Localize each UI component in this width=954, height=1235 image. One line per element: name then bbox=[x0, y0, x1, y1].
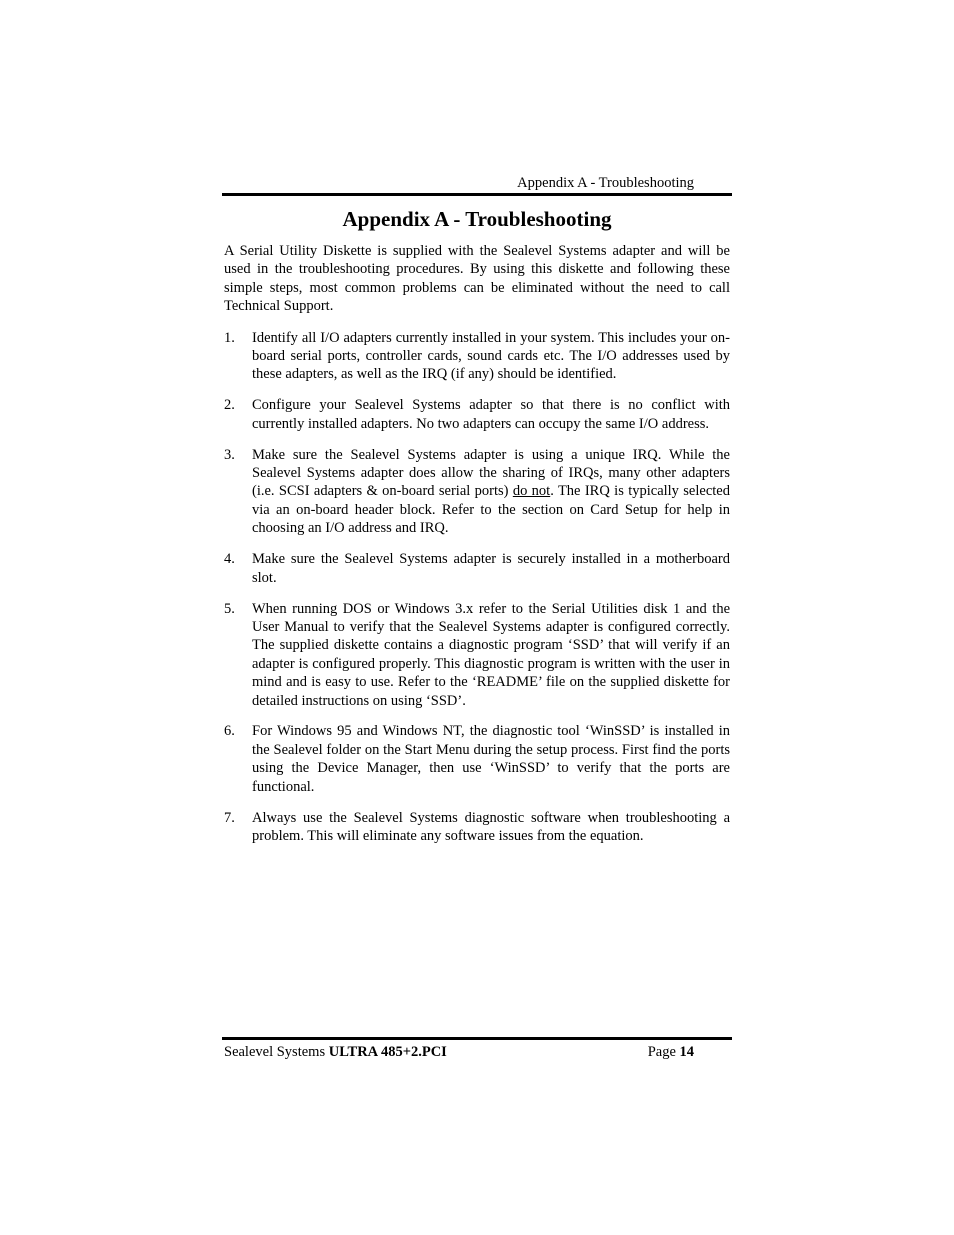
step-number: 3. bbox=[224, 446, 235, 463]
header-rule bbox=[222, 193, 732, 196]
step-3 bbox=[224, 446, 730, 538]
step-text: When running DOS or Windows 3.x refer to the Serial Utilities disk 1 and the User Manual to verify that the Sealevel Systems adapter is configured correctly. The supplied diskette contains a diagnostic program ‘SSD’ that will verify if an adapter is configured properly. This diagnostic program is written with the user in mind and is easy to use. Refer to the ‘README’ file on the supplied diskette for detailed instructions on using ‘SSD’. bbox=[252, 600, 730, 709]
footer-product-name: ULTRA 485+2.PCI bbox=[328, 1044, 447, 1060]
footer-product bbox=[224, 1043, 447, 1061]
step-text bbox=[252, 446, 730, 538]
step-text-part: . The IRQ is typically selected via an on-board header block. Refer to the section on Card Setup for help in choosing an I/O address and IRQ. bbox=[252, 483, 730, 537]
step-text: For Windows 95 and Windows NT, the diagnostic tool ‘WinSSD’ is installed in the Sealevel folder on the Start Menu during the setup process. First find the ports using the Device Manager, then use ‘WinSSD’ to verify that the ports are functional. bbox=[252, 723, 730, 795]
step-1 bbox=[224, 329, 730, 384]
step-2 bbox=[224, 396, 730, 433]
step-number: 4. bbox=[224, 551, 235, 568]
step-number: 6. bbox=[224, 723, 235, 740]
body-content bbox=[224, 242, 730, 858]
step-text-part: Make sure the Sealevel Systems adapter is using a unique IRQ. While the Sealevel Systems adapter does allow the sharing of IRQs, many other adapters (i.e. SCSI adapters & on-board serial ports) bbox=[252, 446, 730, 500]
underlined-emphasis: do not bbox=[512, 483, 551, 500]
step-6 bbox=[224, 722, 730, 796]
step-number: 1. bbox=[224, 329, 235, 346]
page-number: 14 bbox=[679, 1044, 694, 1060]
intro-paragraph: A Serial Utility Diskette is supplied with the Sealevel Systems adapter and will be used in the troubleshooting procedures. By using this diskette and following these simple steps, most common problems can be eliminated without the need to call Technical Support. bbox=[224, 243, 730, 315]
running-header: Appendix A - Troubleshooting bbox=[517, 175, 694, 191]
page-title: Appendix A - Troubleshooting bbox=[342, 207, 612, 231]
step-number: 7. bbox=[224, 809, 235, 826]
step-7 bbox=[224, 809, 730, 846]
footer-page bbox=[648, 1043, 694, 1061]
step-number: 2. bbox=[224, 397, 235, 414]
footer-rule bbox=[222, 1037, 732, 1040]
footer-page-label: Page bbox=[647, 1044, 676, 1060]
step-text: Always use the Sealevel Systems diagnostic software when troubleshooting a problem. This will eliminate any software issues from the equation. bbox=[252, 809, 730, 844]
step-text: Identify all I/O adapters currently installed in your system. This includes your on-board serial ports, controller cards, sound cards etc. The I/O addresses used by these adapters, as well as the IRQ (if any) should be identified. bbox=[252, 329, 730, 383]
page-footer bbox=[224, 1043, 694, 1061]
troubleshooting-steps bbox=[224, 329, 730, 846]
step-text: Configure your Sealevel Systems adapter so that there is no conflict with currently installed adapters. No two adapters can occupy the same I/O address. bbox=[252, 397, 730, 432]
step-text: Make sure the Sealevel Systems adapter is securely installed in a motherboard slot. bbox=[252, 551, 730, 586]
step-5 bbox=[224, 600, 730, 710]
step-number: 5. bbox=[224, 600, 235, 617]
footer-company: Sealevel Systems bbox=[224, 1044, 326, 1060]
step-4 bbox=[224, 550, 730, 587]
